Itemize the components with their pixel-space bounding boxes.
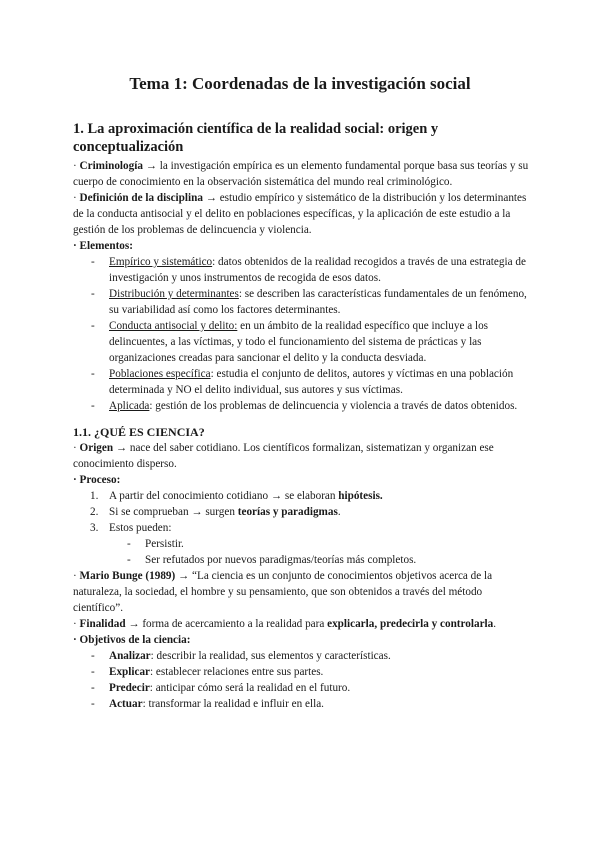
- paragraph-bunge: · Mario Bunge (1989) → “La ciencia es un conjunto de conocimientos objetivos acerca de la naturaleza, la sociedad, el hombre y su pensamiento, que son obtenidos a través del método científico”.: [73, 570, 493, 614]
- paragraph-origen: · Origen → nace del saber cotidiano. Los científicos formalizan, sistematizan y organizan ese conocimiento disperso.: [73, 442, 494, 470]
- objetivos-label: · Objetivos de la ciencia:: [73, 634, 191, 646]
- paragraph-criminologia: · Criminología → la investigación empírica es un elemento fundamental porque basa sus teorías y su cuerpo de conocimiento en la observación sistemática del mundo real criminológico.: [73, 160, 529, 188]
- list-item: - Persistir.: [73, 536, 533, 552]
- list-item: - Aplicada: gestión de los problemas de delincuencia y violencia a través de datos obtenidos.: [73, 398, 533, 414]
- list-item: - Poblaciones específica: estudia el conjunto de delitos, autores y víctimas en una población determinada y NO el delito individual, sus autores y sus víctimas.: [73, 366, 533, 398]
- term-criminologia: Criminología: [79, 160, 143, 172]
- list-item: - Conducta antisocial y delito: en un ámbito de la realidad específico que incluye a los delincuentes, a las víctimas, y todo el funcionamiento del sistema de prácticas y las organizaciones creadas para sancionar el delito y la conducta desviada.: [73, 318, 533, 366]
- list-item: 2. Si se comprueban → surgen teorías y paradigmas.: [90, 506, 341, 518]
- term-definicion: Definición de la disciplina: [79, 192, 203, 204]
- term-bunge: Mario Bunge (1989): [79, 570, 176, 582]
- list-item: - Predecir: anticipar cómo será la realidad en el futuro.: [73, 680, 533, 696]
- section-1-1-heading: 1.1. ¿QUÉ ES CIENCIA?: [73, 425, 205, 439]
- elementos-list: [73, 254, 533, 414]
- list-item: 3. Estos pueden:: [90, 522, 172, 534]
- elementos-label: · Elementos:: [73, 240, 133, 252]
- list-item: - Explicar: establecer relaciones entre sus partes.: [73, 664, 533, 680]
- list-item: - Distribución y determinantes: se describen las características fundamentales de un fenómeno, su variabilidad así como los factores determinantes.: [73, 286, 533, 318]
- proceso-label: · Proceso:: [73, 474, 121, 486]
- paragraph-finalidad: · Finalidad → forma de acercamiento a la realidad para explicarla, predecirla y controlarla.: [73, 618, 497, 630]
- list-item: - Analizar: describir la realidad, sus elementos y características.: [73, 648, 533, 664]
- list-item: 1. A partir del conocimiento cotidiano → se elaboran hipótesis.: [90, 490, 383, 502]
- document-title: Tema 1: Coordenadas de la investigación social: [129, 74, 471, 93]
- list-item: - Actuar: transformar la realidad e influir en ella.: [73, 696, 533, 712]
- proceso-list: [73, 488, 533, 536]
- list-item: - Empírico y sistemático: datos obtenidos de la realidad recogidos a través de una estrategia de investigación y unos instrumentos de recogida de esos datos.: [73, 254, 533, 286]
- paragraph-definicion: · Definición de la disciplina → estudio empírico y sistemático de la distribución y los determinantes de la conducta antisocial y el delito en poblaciones específicas, y la aplicación de este estudio a la gestión de los problemas de delincuencia y violencia.: [73, 192, 527, 236]
- pueden-list: [73, 536, 533, 568]
- section-1-heading: 1. La aproximación científica de la realidad social: origen y conceptualización: [73, 121, 439, 155]
- list-item: - Ser refutados por nuevos paradigmas/teorías más completos.: [73, 552, 533, 568]
- objetivos-list: [73, 648, 533, 712]
- term-finalidad: Finalidad: [79, 618, 126, 630]
- term-origen: Origen: [79, 442, 114, 454]
- document-body: [73, 120, 533, 712]
